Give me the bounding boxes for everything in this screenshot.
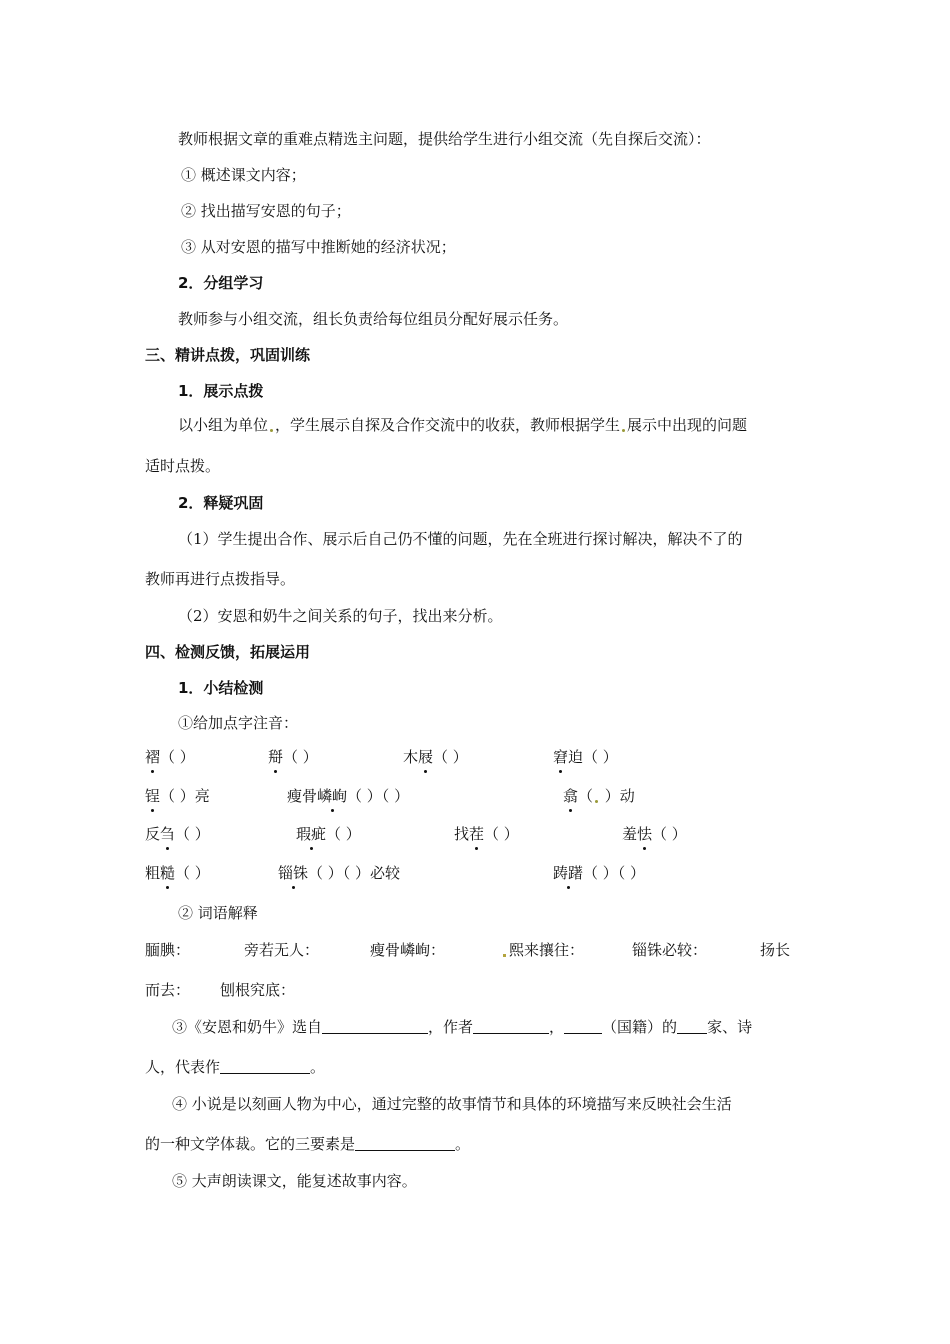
word-item: 锱铢必较： xyxy=(632,941,708,959)
pinyin-item: 粗糙（ ） xyxy=(145,864,210,882)
word-item: 瘦骨嶙峋： xyxy=(370,941,446,959)
pinyin-item: 羞怯（ ） xyxy=(622,825,687,843)
mark-dot xyxy=(270,429,273,432)
question-2: ② 找出描写安恩的句子； xyxy=(181,202,351,220)
novel-line2: 的一种文学体裁。它的三要素是 。 xyxy=(145,1135,471,1153)
pinyin-item: 锱铢（ ）（ ）必较 xyxy=(278,864,401,882)
group-paragraph: 教师参与小组交流，组长负责给每位组员分配好展示任务。 xyxy=(178,310,569,328)
fill-question-line1: ③《安恩和奶牛》选自 ，作者 ， （国籍）的 家、诗 xyxy=(172,1018,753,1036)
novel-line1: ④ 小说是以刻画人物为中心，通过完整的故事情节和具体的环境描写来反映社会生活 xyxy=(172,1095,732,1113)
word-item: 而去： xyxy=(145,981,191,999)
pinyin-item: 反刍（ ） xyxy=(145,825,210,843)
show-text-a: 以小组为单位 xyxy=(178,416,269,434)
show-text-b: ，学生展示自探及合作交流中的收获，教师根据学生 xyxy=(275,416,621,434)
word-item: 扬长 xyxy=(760,941,791,959)
word-item: 旁若无人： xyxy=(244,941,320,959)
heading-group-study: 2．分组学习 xyxy=(178,274,264,292)
word-item: 刨根究底： xyxy=(220,981,296,999)
word-item: 腼腆： xyxy=(145,941,191,959)
word-item: 熙来攘往： xyxy=(500,940,584,960)
pinyin-item: 瘦骨嶙峋（ ）（ ） xyxy=(287,787,410,805)
heading-summary-test: 1．小结检测 xyxy=(178,679,264,697)
words-instruction: ② 词语解释 xyxy=(178,904,258,922)
pinyin-item: 翕（ ）动 xyxy=(563,787,635,805)
pinyin-instruction: ①给加点字注音： xyxy=(178,714,299,732)
question-3: ③ 从对安恩的描写中推断她的经济状况； xyxy=(181,238,456,256)
read-aloud: ⑤ 大声朗读课文，能复述故事内容。 xyxy=(172,1172,417,1190)
mark-dot xyxy=(595,800,598,803)
fill-blank[interactable] xyxy=(355,1136,455,1151)
pinyin-item: 瑕疵（ ） xyxy=(296,825,361,843)
pinyin-item: 找茬（ ） xyxy=(454,825,519,843)
fill-blank[interactable] xyxy=(473,1019,549,1034)
fill-question-line2: 人，代表作 。 xyxy=(145,1058,326,1076)
show-paragraph-line1 xyxy=(178,415,747,435)
intro-paragraph: 教师根据文章的重难点精选主问题，提供给学生进行小组交流（先自探后交流）： xyxy=(178,130,711,148)
fill-blank[interactable] xyxy=(564,1019,602,1034)
pinyin-item: 木屐（ ） xyxy=(403,748,468,766)
doubt-2: （2）安恩和奶牛之间关系的句子，找出来分析。 xyxy=(178,607,503,625)
mark-dot xyxy=(622,429,625,432)
section-4-heading: 四、检测反馈，拓展运用 xyxy=(145,643,311,661)
pinyin-item: 窘迫（ ） xyxy=(553,748,618,766)
question-1: ① 概述课文内容； xyxy=(181,166,306,184)
pinyin-item: 褶（ ） xyxy=(145,748,195,766)
pinyin-item: 锃（ ）亮 xyxy=(145,787,210,805)
pinyin-item: 踌躇（ ）（ ） xyxy=(553,864,646,882)
show-text-c: 展示中出现的问题 xyxy=(627,416,748,434)
mark-dot xyxy=(503,954,506,957)
doubt-1-line2: 教师再进行点拨指导。 xyxy=(145,570,296,588)
pinyin-item: 搿（ ） xyxy=(268,748,318,766)
fill-blank[interactable] xyxy=(220,1059,310,1074)
show-paragraph-line2: 适时点拨。 xyxy=(145,457,221,475)
heading-show: 1．展示点拨 xyxy=(178,382,264,400)
section-3-heading: 三、精讲点拨，巩固训练 xyxy=(145,346,311,364)
fill-blank[interactable] xyxy=(322,1019,428,1034)
doubt-1-line1: （1）学生提出合作、展示后自己仍不懂的问题，先在全班进行探讨解决，解决不了的 xyxy=(178,530,743,548)
pinyin-rest: （ ）亮 xyxy=(160,787,210,805)
fill-blank[interactable] xyxy=(677,1019,707,1034)
heading-doubt: 2．释疑巩固 xyxy=(178,494,264,512)
